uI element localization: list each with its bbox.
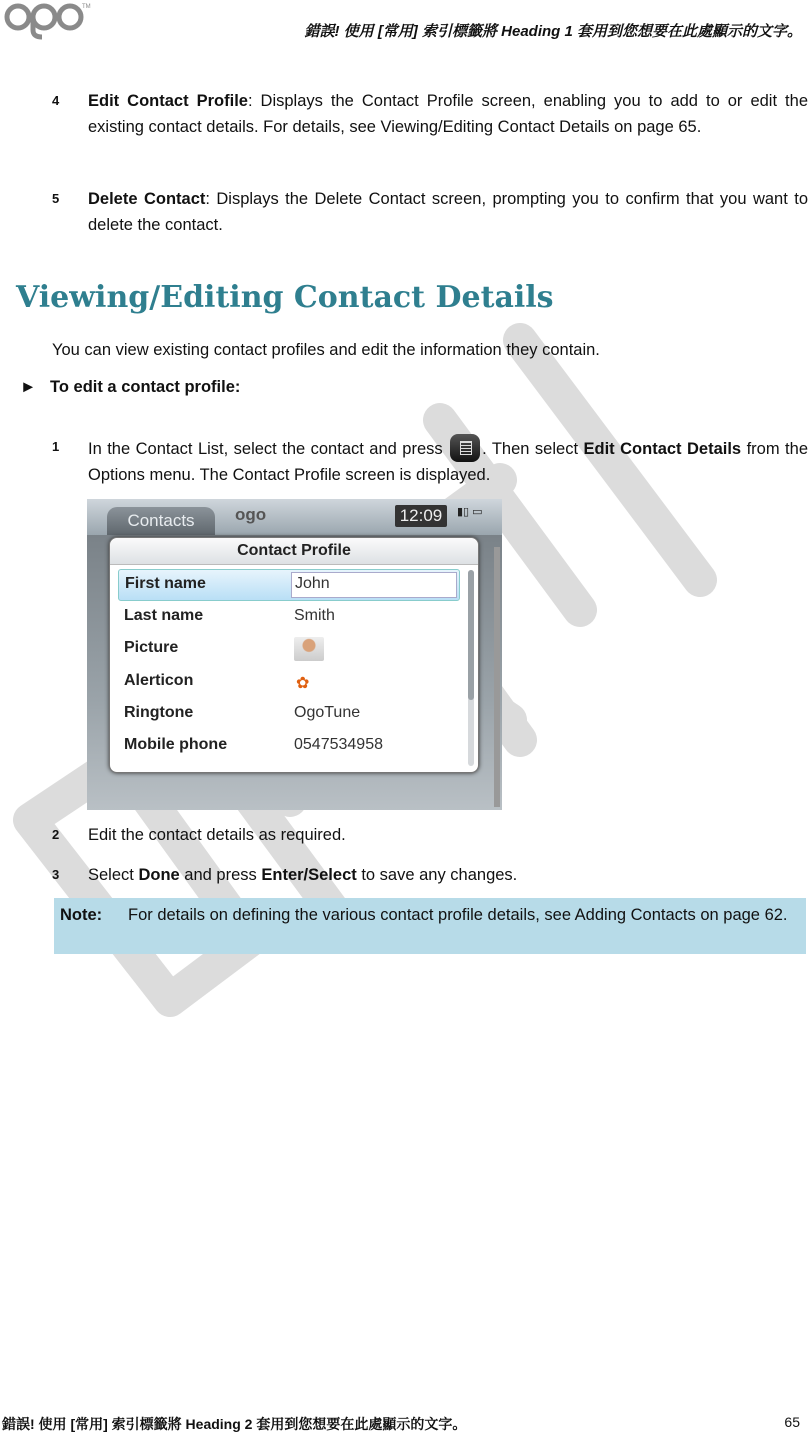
contacts-tab[interactable]: Contacts: [107, 507, 215, 535]
field-label: Picture: [124, 639, 179, 656]
page-number: 65: [784, 1414, 800, 1430]
field-label: Ringtone: [124, 704, 194, 721]
scrollbar-thumb[interactable]: [468, 570, 474, 700]
step-number: 1: [52, 439, 60, 454]
field-mobile-phone[interactable]: [118, 731, 458, 761]
field-picture[interactable]: [118, 634, 458, 664]
ogo-logo-icon: [2, 0, 92, 40]
field-label: Mobile phone: [124, 736, 228, 753]
field-value: Smith: [294, 607, 335, 624]
step-number: 5: [52, 191, 60, 206]
dialog-scrollbar[interactable]: [468, 570, 474, 766]
svg-text:TM: TM: [82, 4, 91, 10]
field-label: Alerticon: [124, 672, 194, 689]
step-text: : Displays the Contact Profile screen, enabling you to add to or edit the existing contact details. For details, see Viewing/Editing Contact Details on page 65.: [88, 92, 808, 136]
field-last-name[interactable]: [118, 602, 458, 632]
procedure-title-text: To edit a contact profile:: [50, 378, 241, 396]
field-ringtone[interactable]: [118, 699, 458, 729]
field-value: John: [295, 575, 330, 592]
field-first-name[interactable]: [118, 569, 460, 601]
step-text: Edit the contact details as required.: [88, 826, 346, 844]
step-text: . Then select: [482, 440, 579, 458]
section-heading: Viewing/Editing Contact Details: [16, 280, 554, 315]
butterfly-icon: ✿: [296, 675, 310, 692]
field-value: OgoTune: [294, 704, 361, 721]
step-text: to save any changes.: [361, 866, 518, 884]
note-label: Note:: [60, 906, 103, 924]
running-header: 錯誤! 使用 [常用] 索引標籤將 Heading 1 套用到您想要在此處顯示的文字。: [304, 23, 802, 40]
step-number: 3: [52, 867, 60, 882]
device-scrollbar[interactable]: [494, 547, 500, 807]
step-number: 2: [52, 827, 60, 842]
step-bold: Done: [138, 866, 180, 884]
step-text: from the Options menu. The Contact Profile screen is displayed.: [88, 440, 808, 484]
field-alerticon[interactable]: [118, 667, 458, 697]
step-number: 4: [52, 93, 60, 108]
step-text: In the Contact List, select the contact and press: [88, 440, 443, 458]
field-label: First name: [125, 575, 206, 592]
menu-key-icon: [450, 434, 480, 462]
running-footer: 錯誤! 使用 [常用] 索引標籤將 Heading 2 套用到您想要在此處顯示的文字。: [2, 1416, 467, 1432]
step-text: and press: [184, 866, 257, 884]
contact-photo-icon: [294, 637, 324, 661]
contact-profile-screenshot: [87, 499, 502, 810]
step-bold: Edit Contact Details: [583, 440, 742, 458]
step-text: : Displays the Delete Contact screen, prompting you to confirm that you want to delete the contact.: [88, 190, 808, 234]
arrow-icon: ►: [20, 378, 37, 396]
field-label: Last name: [124, 607, 204, 624]
note-text: For details on defining the various contact profile details, see Adding Contacts on page 62.: [128, 906, 788, 924]
device-clock: 12:09: [395, 505, 447, 527]
step-bold: Enter/Select: [261, 866, 357, 884]
section-intro: You can view existing contact profiles and edit the information they contain.: [52, 341, 600, 359]
contact-profile-dialog: [109, 537, 479, 773]
signal-battery-icon: ▮▯ ▭: [457, 506, 483, 518]
field-value: 0547534958: [294, 736, 383, 753]
device-brand: ogo: [235, 505, 267, 524]
procedure-title: [20, 378, 240, 397]
step-text: Select: [88, 866, 134, 884]
device-status-bar: [87, 499, 502, 535]
step-title: Delete Contact: [88, 190, 206, 208]
step-title: Edit Contact Profile: [88, 92, 248, 110]
dialog-title: Contact Profile: [110, 538, 478, 565]
note-box: [54, 898, 806, 954]
